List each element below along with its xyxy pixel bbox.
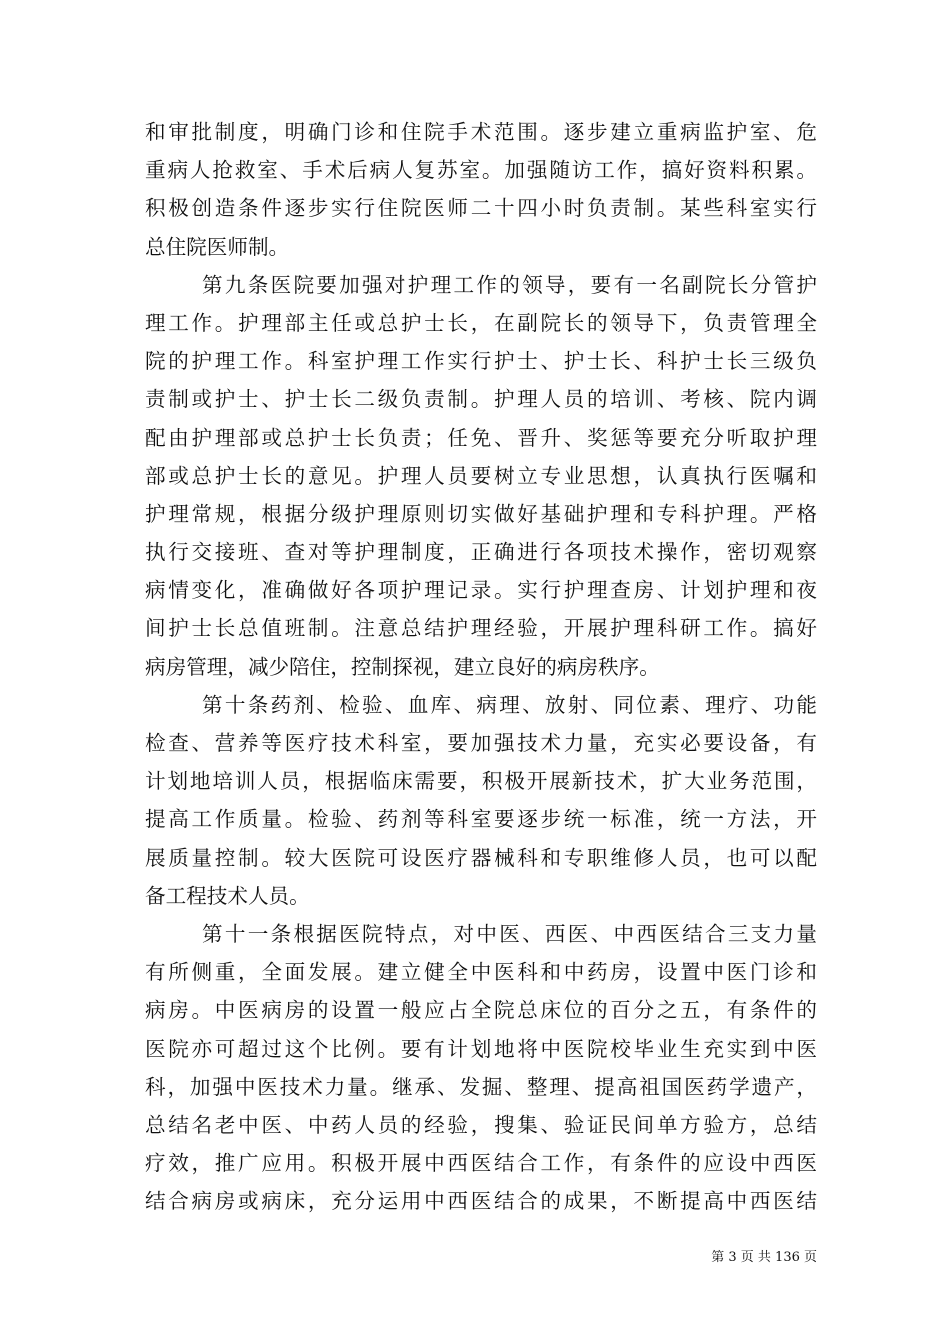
text-line: 疗效，推广应用。积极开展中西医结合工作，有条件的应设中西医 xyxy=(145,1151,817,1176)
text-line: 展质量控制。较大医院可设医疗器械科和专职维修人员，也可以配 xyxy=(145,845,817,870)
text-line: 间护士长总值班制。注意总结护理经验，开展护理科研工作。搞好 xyxy=(145,616,817,641)
text-line: 计划地培训人员，根据临床需要，积极开展新技术，扩大业务范围， xyxy=(145,769,817,794)
text-line: 检查、营养等医疗技术科室，要加强技术力量，充实必要设备，有 xyxy=(145,731,817,755)
text-line: 总住院医师制。 xyxy=(145,234,290,259)
paragraph-article-10 xyxy=(145,686,817,915)
text-line: 积极创造条件逐步实行住院医师二十四小时负责制。某些科室实行 xyxy=(145,196,817,221)
text-line: 备工程技术人员。 xyxy=(145,883,310,908)
text-line: 有所侧重，全面发展。建立健全中医科和中药房，设置中医门诊和 xyxy=(145,960,817,985)
text-line: 病房。中医病房的设置一般应占全院总床位的百分之五，有条件的 xyxy=(145,998,817,1023)
text-line: 护理常规，根据分级护理原则切实做好基础护理和专科护理。严格 xyxy=(145,501,817,526)
text-line: 院的护理工作。科室护理工作实行护士、护士长、科护士长三级负 xyxy=(145,349,817,374)
paragraph-article-9 xyxy=(145,266,817,686)
text-line: 第十一条根据医院特点，对中医、西医、中西医结合三支力量 xyxy=(202,921,817,946)
text-line: 科，加强中医技术力量。继承、发掘、整理、提高祖国医药学遗产， xyxy=(145,1074,817,1099)
text-line: 病房管理，减少陪住，控制探视，建立良好的病房秩序。 xyxy=(145,654,660,679)
text-line: 第十条药剂、检验、血库、病理、放射、同位素、理疗、功能 xyxy=(202,692,817,717)
paragraph-article-11 xyxy=(145,915,817,1221)
paragraph-continuation xyxy=(145,113,817,266)
text-line: 重病人抢救室、手术后病人复苏室。加强随访工作，搞好资料积累。 xyxy=(145,158,817,183)
text-line: 医院亦可超过这个比例。要有计划地将中医院校毕业生充实到中医 xyxy=(145,1036,817,1061)
text-line: 结合病房或病床，充分运用中西医结合的成果，不断提高中西医结 xyxy=(145,1189,817,1214)
text-line: 部或总护士长的意见。护理人员要树立专业思想，认真执行医嘱和 xyxy=(145,463,817,488)
text-line: 责制或护士、护士长二级负责制。护理人员的培训、考核、院内调 xyxy=(145,387,817,412)
page-number-footer: 第 3 页 共 136 页 xyxy=(711,1250,817,1265)
text-line: 理工作。护理部主任或总护士长，在副院长的领导下，负责管理全 xyxy=(145,310,817,335)
text-line: 执行交接班、查对等护理制度，正确进行各项技术操作，密切观察 xyxy=(145,540,817,565)
text-line: 提高工作质量。检验、药剂等科室要逐步统一标准，统一方法，开 xyxy=(145,807,817,832)
text-line: 病情变化，准确做好各项护理记录。实行护理查房、计划护理和夜 xyxy=(145,578,817,603)
text-line: 总结名老中医、中药人员的经验，搜集、验证民间单方验方，总结 xyxy=(145,1112,817,1137)
text-line: 第九条医院要加强对护理工作的领导，要有一名副院长分管护 xyxy=(202,272,817,297)
text-line: 和审批制度，明确门诊和住院手术范围。逐步建立重病监护室、危 xyxy=(145,120,817,144)
text-line: 配由护理部或总护士长负责；任免、晋升、奖惩等要充分听取护理 xyxy=(145,425,817,450)
document-body xyxy=(145,113,817,1220)
